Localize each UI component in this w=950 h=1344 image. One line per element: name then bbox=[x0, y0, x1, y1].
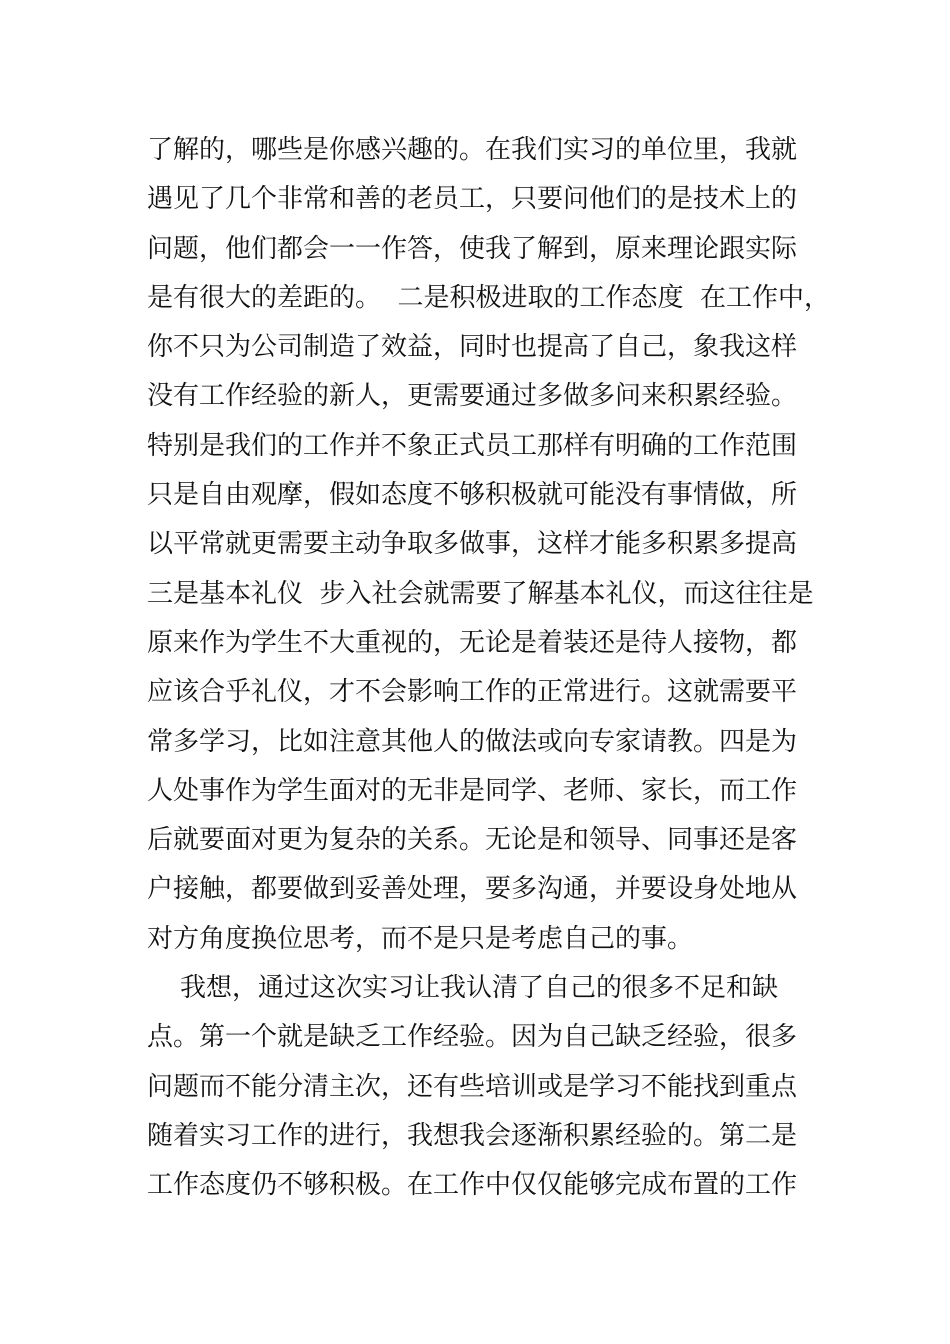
text-line: 没有工作经验的新人，更需要通过多做多问来积累经验。 bbox=[147, 381, 798, 412]
text-line: 原来作为学生不大重视的，无论是着装还是待人接物，都 bbox=[147, 627, 798, 658]
text-line: 特别是我们的工作并不象正式员工那样有明确的工作范围 bbox=[147, 430, 798, 461]
text-line: 只是自由观摩，假如态度不够积极就可能没有事情做，所 bbox=[147, 480, 798, 511]
paragraph-start-line: 我想，通过这次实习让我认清了自己的很多不足和缺 bbox=[147, 973, 779, 1004]
text-line: 遇见了几个非常和善的老员工，只要问他们的是技术上的 bbox=[147, 184, 798, 215]
text-line: 你不只为公司制造了效益，同时也提高了自己，象我这样 bbox=[147, 332, 798, 363]
text-line: 常多学习，比如注意其他人的做法或向专家请教。四是为 bbox=[147, 726, 798, 757]
text-line: 三是基本礼仪 步入社会就需要了解基本礼仪，而这往往是 bbox=[147, 578, 814, 609]
text-line: 后就要面对更为复杂的关系。无论是和领导、同事还是客 bbox=[147, 825, 798, 856]
text-line: 点。第一个就是缺乏工作经验。因为自己缺乏经验，很多 bbox=[147, 1022, 798, 1053]
text-line: 工作态度仍不够积极。在工作中仅仅能够完成布置的工作 bbox=[147, 1170, 798, 1201]
text-line: 随着实习工作的进行，我想我会逐渐积累经验的。第二是 bbox=[147, 1120, 798, 1151]
text-line: 人处事作为学生面对的无非是同学、老师、家长，而工作 bbox=[147, 775, 798, 806]
text-line: 问题，他们都会一一作答，使我了解到，原来理论跟实际 bbox=[147, 233, 798, 264]
body-text bbox=[147, 126, 831, 1211]
text-line: 问题而不能分清主次，还有些培训或是学习不能找到重点 bbox=[147, 1071, 798, 1102]
text-line: 户接触，都要做到妥善处理，要多沟通，并要设身处地从 bbox=[147, 874, 798, 905]
text-line: 了解的，哪些是你感兴趣的。在我们实习的单位里，我就 bbox=[147, 135, 798, 165]
text-line: 应该合乎礼仪，才不会影响工作的正常进行。这就需要平 bbox=[147, 677, 798, 708]
text-line: 是有很大的差距的。 二是积极进取的工作态度 在工作中， bbox=[147, 282, 831, 313]
text-line: 对方角度换位思考，而不是只是考虑自己的事。 bbox=[147, 923, 694, 954]
text-line: 以平常就更需要主动争取多做事，这样才能多积累多提高 bbox=[147, 529, 798, 560]
